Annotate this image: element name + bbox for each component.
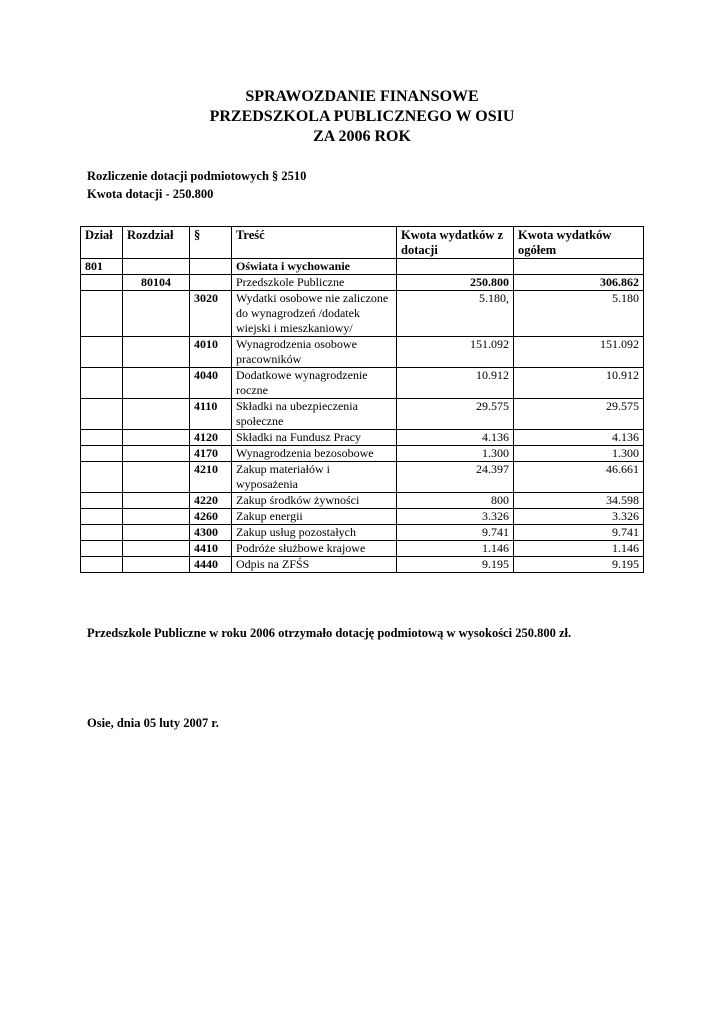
empty-cell bbox=[123, 399, 190, 430]
row-paragraf: 4040 bbox=[190, 368, 232, 399]
expense-table bbox=[80, 226, 644, 573]
place-date: Osie, dnia 05 luty 2007 r. bbox=[87, 716, 219, 730]
empty-cell bbox=[397, 259, 514, 275]
row-paragraf: 4170 bbox=[190, 446, 232, 462]
chapter-row bbox=[81, 275, 644, 291]
row-kwota-ogolem: 151.092 bbox=[514, 337, 644, 368]
empty-cell bbox=[81, 509, 123, 525]
header-paragraf: § bbox=[190, 227, 232, 259]
row-paragraf: 4010 bbox=[190, 337, 232, 368]
row-tresc: Zakup usług pozostałych bbox=[232, 525, 397, 541]
table-header-row bbox=[81, 227, 644, 259]
section-dzial: 801 bbox=[81, 259, 123, 275]
row-paragraf: 4410 bbox=[190, 541, 232, 557]
empty-cell bbox=[123, 368, 190, 399]
row-kwota-ogolem: 9.741 bbox=[514, 525, 644, 541]
table-row bbox=[81, 337, 644, 368]
row-kwota-ogolem: 10.912 bbox=[514, 368, 644, 399]
row-kwota-dotacji: 29.575 bbox=[397, 399, 514, 430]
empty-cell bbox=[81, 337, 123, 368]
empty-cell bbox=[81, 446, 123, 462]
empty-cell bbox=[81, 430, 123, 446]
chapter-kwota-ogolem: 306.862 bbox=[514, 275, 644, 291]
row-kwota-ogolem: 34.598 bbox=[514, 493, 644, 509]
row-kwota-ogolem: 3.326 bbox=[514, 509, 644, 525]
table-row bbox=[81, 430, 644, 446]
table-row bbox=[81, 368, 644, 399]
empty-cell bbox=[123, 337, 190, 368]
row-kwota-ogolem: 9.195 bbox=[514, 557, 644, 573]
row-kwota-ogolem: 4.136 bbox=[514, 430, 644, 446]
intro-block bbox=[87, 167, 306, 203]
row-paragraf: 4300 bbox=[190, 525, 232, 541]
row-tresc: Składki na Fundusz Pracy bbox=[232, 430, 397, 446]
empty-cell bbox=[81, 541, 123, 557]
empty-cell bbox=[81, 493, 123, 509]
row-kwota-dotacji: 24.397 bbox=[397, 462, 514, 493]
title-line-3: ZA 2006 ROK bbox=[313, 128, 411, 145]
row-kwota-ogolem: 29.575 bbox=[514, 399, 644, 430]
empty-cell bbox=[81, 275, 123, 291]
row-kwota-dotacji: 1.146 bbox=[397, 541, 514, 557]
section-tresc: Oświata i wychowanie bbox=[232, 259, 397, 275]
empty-cell bbox=[81, 557, 123, 573]
table-row bbox=[81, 525, 644, 541]
empty-cell bbox=[81, 462, 123, 493]
row-kwota-dotacji: 10.912 bbox=[397, 368, 514, 399]
header-kwota-dotacji: Kwota wydatków z dotacji bbox=[397, 227, 514, 259]
title-line-2: PRZEDSZKOLA PUBLICZNEGO W OSIU bbox=[209, 108, 515, 125]
report-title bbox=[0, 87, 724, 147]
row-tresc: Wynagrodzenia osobowe pracowników bbox=[232, 337, 397, 368]
row-kwota-dotacji: 9.741 bbox=[397, 525, 514, 541]
empty-cell bbox=[123, 493, 190, 509]
row-paragraf: 3020 bbox=[190, 291, 232, 337]
row-kwota-dotacji: 800 bbox=[397, 493, 514, 509]
empty-cell bbox=[123, 430, 190, 446]
row-tresc: Odpis na ZFŚS bbox=[232, 557, 397, 573]
summary-text: Przedszkole Publiczne w roku 2006 otrzymało dotację podmiotową w wysokości 250.800 zł. bbox=[87, 626, 572, 640]
title-line-1: SPRAWOZDANIE FINANSOWE bbox=[245, 88, 479, 105]
table-row bbox=[81, 291, 644, 337]
row-paragraf: 4120 bbox=[190, 430, 232, 446]
chapter-kwota-dotacji: 250.800 bbox=[397, 275, 514, 291]
empty-cell bbox=[190, 259, 232, 275]
table-row bbox=[81, 399, 644, 430]
row-paragraf: 4210 bbox=[190, 462, 232, 493]
row-tresc: Wynagrodzenia bezosobowe bbox=[232, 446, 397, 462]
empty-cell bbox=[123, 509, 190, 525]
row-kwota-dotacji: 1.300 bbox=[397, 446, 514, 462]
row-kwota-dotacji: 5.180, bbox=[397, 291, 514, 337]
empty-cell bbox=[81, 368, 123, 399]
row-tresc: Wydatki osobowe nie zaliczone do wynagrodzeń /dodatek wiejski i mieszkaniowy/ bbox=[232, 291, 397, 337]
header-kwota-ogolem: Kwota wydatków ogółem bbox=[514, 227, 644, 259]
header-dzial: Dział bbox=[81, 227, 123, 259]
empty-cell bbox=[123, 446, 190, 462]
row-paragraf: 4260 bbox=[190, 509, 232, 525]
empty-cell bbox=[123, 541, 190, 557]
row-paragraf: 4440 bbox=[190, 557, 232, 573]
empty-cell bbox=[123, 525, 190, 541]
row-kwota-ogolem: 1.300 bbox=[514, 446, 644, 462]
empty-cell bbox=[81, 291, 123, 337]
row-kwota-dotacji: 4.136 bbox=[397, 430, 514, 446]
empty-cell bbox=[190, 275, 232, 291]
table-row bbox=[81, 462, 644, 493]
row-kwota-ogolem: 1.146 bbox=[514, 541, 644, 557]
row-kwota-ogolem: 5.180 bbox=[514, 291, 644, 337]
empty-cell bbox=[123, 462, 190, 493]
table-row bbox=[81, 446, 644, 462]
table-row bbox=[81, 541, 644, 557]
empty-cell bbox=[81, 525, 123, 541]
row-tresc: Zakup środków żywności bbox=[232, 493, 397, 509]
table-row bbox=[81, 557, 644, 573]
row-paragraf: 4220 bbox=[190, 493, 232, 509]
row-kwota-dotacji: 9.195 bbox=[397, 557, 514, 573]
row-tresc: Zakup materiałów i wyposażenia bbox=[232, 462, 397, 493]
row-kwota-dotacji: 151.092 bbox=[397, 337, 514, 368]
empty-cell bbox=[123, 259, 190, 275]
empty-cell bbox=[81, 399, 123, 430]
table-row bbox=[81, 493, 644, 509]
empty-cell bbox=[123, 557, 190, 573]
header-rozdzial: Rozdział bbox=[123, 227, 190, 259]
row-tresc: Zakup energii bbox=[232, 509, 397, 525]
row-kwota-dotacji: 3.326 bbox=[397, 509, 514, 525]
row-tresc: Dodatkowe wynagrodzenie roczne bbox=[232, 368, 397, 399]
row-tresc: Składki na ubezpieczenia społeczne bbox=[232, 399, 397, 430]
row-kwota-ogolem: 46.661 bbox=[514, 462, 644, 493]
table-row bbox=[81, 509, 644, 525]
header-tresc: Treść bbox=[232, 227, 397, 259]
empty-cell bbox=[514, 259, 644, 275]
intro-subsidy-line: Rozliczenie dotacji podmiotowych § 2510 bbox=[87, 169, 307, 183]
chapter-rozdzial: 80104 bbox=[123, 275, 190, 291]
section-row bbox=[81, 259, 644, 275]
row-tresc: Podróże służbowe krajowe bbox=[232, 541, 397, 557]
intro-amount-line: Kwota dotacji - 250.800 bbox=[87, 187, 214, 201]
chapter-tresc: Przedszkole Publiczne bbox=[232, 275, 397, 291]
empty-cell bbox=[123, 291, 190, 337]
row-paragraf: 4110 bbox=[190, 399, 232, 430]
